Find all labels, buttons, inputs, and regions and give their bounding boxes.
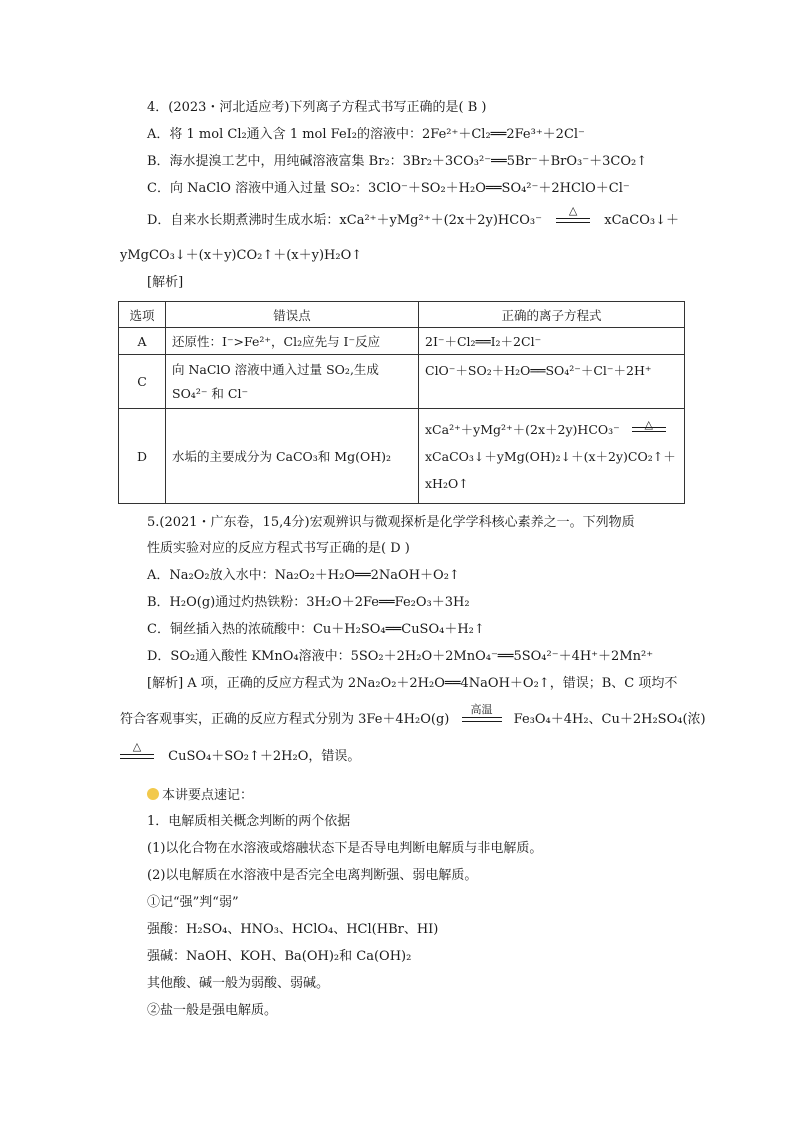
high-temp-label: 高温 bbox=[470, 702, 493, 716]
eq-line: xCaCO₃↓＋yMg(OH)₂↓＋(x＋2y)CO₂↑＋ bbox=[425, 448, 676, 464]
high-temp-arrow bbox=[462, 702, 502, 725]
eq-text: xCa²⁺＋yMg²⁺＋(2x＋2y)HCO₃⁻ bbox=[425, 421, 620, 437]
table-header: 错误点 bbox=[166, 302, 419, 328]
heat-symbol: △ bbox=[568, 203, 578, 217]
analysis-text: Fe₃O₄＋4H₂、Cu＋2H₂SO₄(浓) bbox=[513, 712, 706, 727]
table-cell: C bbox=[119, 355, 166, 409]
q4-option-a: A．将 1 mol Cl₂通入含 1 mol FeI₂的溶液中：2Fe²⁺＋Cl₂══2Fe³⁺＋2Cl⁻ bbox=[147, 127, 585, 142]
q5-option-c: C．铜丝插入热的浓硫酸中：Cu＋H₂SO₄══CuSO₄＋H₂↑ bbox=[147, 622, 485, 637]
table-cell: D bbox=[119, 409, 166, 504]
table-cell: 向 NaClO 溶液中通入过量 SO₂,生成 SO₄²⁻ 和 Cl⁻ bbox=[166, 355, 419, 409]
table-header: 正确的离子方程式 bbox=[419, 302, 685, 328]
table-cell: 还原性：I⁻>Fe²⁺，Cl₂应先与 I⁻反应 bbox=[166, 328, 419, 355]
q4-option-d bbox=[147, 203, 679, 230]
q4-analysis-label: [解析] bbox=[147, 275, 184, 290]
notes-line: (1)以化合物在水溶液或熔融状态下是否导电判断电解质与非电解质。 bbox=[147, 841, 543, 856]
q5-option-d: D．SO₂通入酸性 KMnO₄溶液中：5SO₂＋2H₂O＋2MnO₄⁻══5SO₄²⁻＋4H⁺＋2Mn²⁺ bbox=[147, 649, 654, 664]
table-header: 选项 bbox=[119, 302, 166, 328]
notes-title-text: 本讲要点速记： bbox=[162, 788, 254, 803]
q4-option-c: C．向 NaClO 溶液中通入过量 SO₂：3ClO⁻＋SO₂＋H₂O══SO₄²⁻＋2HClO＋Cl⁻ bbox=[147, 181, 630, 196]
table-row bbox=[119, 409, 685, 504]
table-cell: ClO⁻＋SO₂＋H₂O══SO₄²⁻＋Cl⁻＋2H⁺ bbox=[419, 355, 685, 409]
q5-option-a: A．Na₂O₂放入水中：Na₂O₂＋H₂O══2NaOH＋O₂↑ bbox=[147, 568, 460, 583]
heat-symbol: △ bbox=[644, 418, 653, 431]
notes-line: ①记“强”判“弱” bbox=[147, 895, 239, 910]
q5-stem-1: 5.(2021・广东卷，15,4分)宏观辨识与微观探析是化学学科核心素养之一。下列物质 bbox=[147, 515, 635, 530]
q5-option-b: B．H₂O(g)通过灼热铁粉：3H₂O＋2Fe══Fe₂O₃＋3H₂ bbox=[147, 595, 470, 610]
table-cell: 水垢的主要成分为 CaCO₃和 Mg(OH)₂ bbox=[166, 409, 419, 504]
eq-line bbox=[425, 416, 678, 443]
analysis-text: 符合客观事实，正确的反应方程式分别为 3Fe＋4H₂O(g) bbox=[120, 712, 450, 727]
notes-line: (2)以电解质在水溶液中是否完全电离判断强、弱电解质。 bbox=[147, 868, 478, 883]
table-cell: 2I⁻＋Cl₂══I₂＋2Cl⁻ bbox=[419, 328, 685, 355]
q4-option-b: B．海水提溴工艺中，用纯碱溶液富集 Br₂：3Br₂＋3CO₃²⁻══5Br⁻＋BrO₃⁻＋3CO₂↑ bbox=[147, 154, 648, 169]
analysis-text: CuSO₄＋SO₂↑＋2H₂O，错误。 bbox=[168, 749, 361, 764]
table-row bbox=[119, 328, 685, 355]
table-header-row bbox=[119, 302, 685, 328]
q5-analysis-1: [解析] A 项，正确的反应方程式为 2Na₂O₂＋2H₂O══4NaOH＋O₂↑，错误；B、C 项均不 bbox=[147, 676, 678, 691]
q4-option-d-cont: yMgCO₃↓＋(x＋y)CO₂↑＋(x＋y)H₂O↑ bbox=[120, 248, 363, 263]
notes-line: 强酸：H₂SO₄、HNO₃、HClO₄、HCl(HBr、HI) bbox=[147, 922, 439, 937]
heat-arrow bbox=[632, 418, 666, 435]
q5-analysis-2 bbox=[120, 702, 706, 729]
q4-d-left: D．自来水长期煮沸时生成水垢：xCa²⁺＋yMg²⁺＋(2x＋2y)HCO₃⁻ bbox=[147, 213, 542, 228]
table-cell bbox=[419, 409, 685, 504]
heat-arrow bbox=[120, 739, 154, 762]
q5-analysis-3 bbox=[120, 739, 361, 766]
notes-line: ②盐一般是强电解质。 bbox=[147, 1003, 278, 1018]
table-cell: A bbox=[119, 328, 166, 355]
notes-title bbox=[147, 787, 253, 805]
heat-symbol: △ bbox=[132, 739, 142, 753]
heat-arrow bbox=[556, 203, 590, 226]
analysis-table bbox=[118, 301, 685, 504]
q5-stem-2: 性质实验对应的反应方程式书写正确的是( D ) bbox=[147, 541, 410, 556]
q4-stem: 4．(2023・河北适应考)下列离子方程式书写正确的是( B ) bbox=[147, 100, 487, 115]
eq-line: xH₂O↑ bbox=[425, 475, 469, 491]
table-row bbox=[119, 355, 685, 409]
notes-line: 1．电解质相关概念判断的两个依据 bbox=[147, 814, 351, 829]
q4-d-right: xCaCO₃↓＋ bbox=[604, 213, 679, 228]
notes-line: 强碱：NaOH、KOH、Ba(OH)₂和 Ca(OH)₂ bbox=[147, 949, 412, 964]
notes-line: 其他酸、碱一般为弱酸、弱碱。 bbox=[147, 976, 330, 991]
lightbulb-icon bbox=[147, 788, 159, 800]
